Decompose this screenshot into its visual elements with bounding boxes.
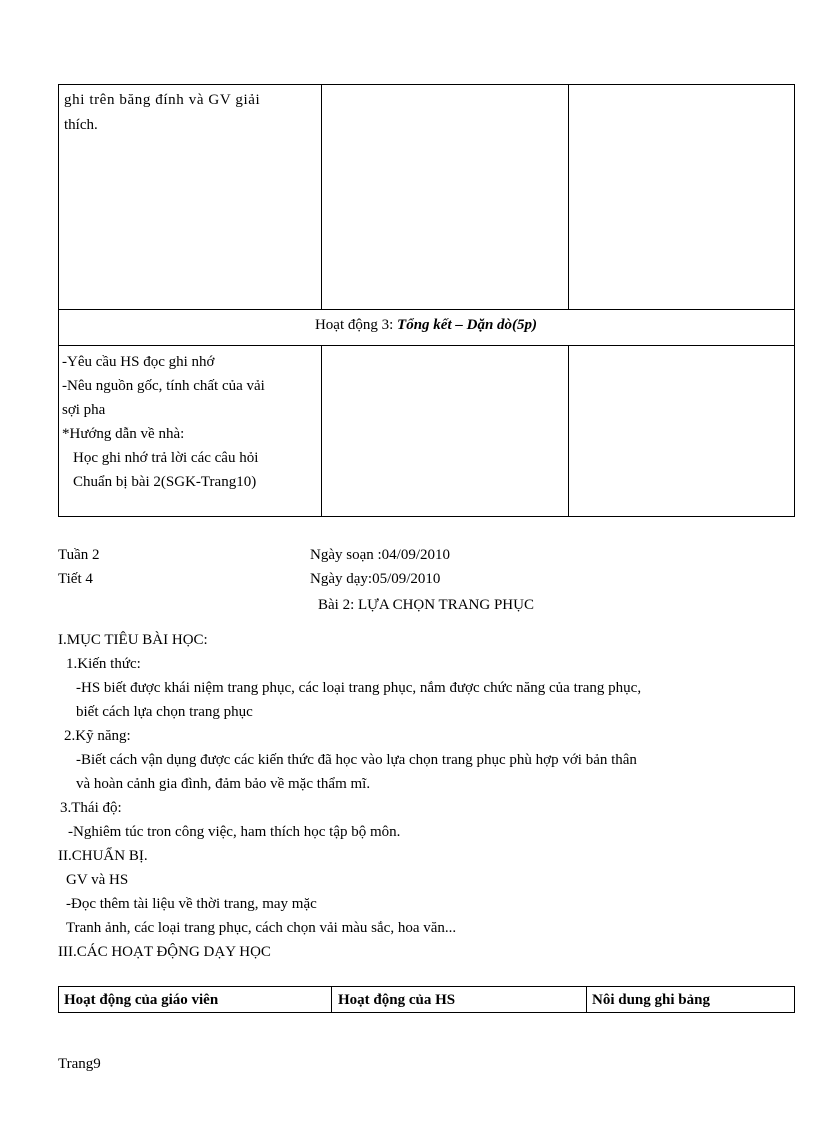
week-label: Tuần 2 bbox=[58, 547, 100, 563]
table-cell-text: Chuẩn bị bài 2(SGK-Trang10) bbox=[73, 474, 257, 490]
table-divider bbox=[58, 345, 795, 346]
body-text: biết cách lựa chọn trang phục bbox=[76, 704, 253, 720]
table-header: Hoạt động của HS bbox=[338, 992, 456, 1008]
body-text: GV và HS bbox=[66, 872, 129, 888]
section-heading: II.CHUẨN BỊ. bbox=[58, 848, 148, 864]
table-header: Nôi dung ghi bảng bbox=[592, 992, 710, 1008]
table-divider bbox=[568, 345, 569, 517]
subsection-heading: 1.Kiến thức: bbox=[66, 656, 141, 672]
subsection-heading: 3.Thái độ: bbox=[60, 800, 122, 816]
table-divider bbox=[58, 309, 795, 310]
table-divider bbox=[568, 84, 569, 310]
period-label: Tiết 4 bbox=[58, 571, 93, 587]
activity-3-label: Hoạt động 3: bbox=[314, 317, 394, 333]
subsection-heading: 2.Kỹ năng: bbox=[64, 728, 131, 744]
body-text: và hoàn cảnh gia đình, đảm bảo về mặc thẩm mĩ. bbox=[76, 776, 371, 792]
body-text: Tranh ảnh, các loại trang phục, cách chọn vải màu sắc, hoa văn... bbox=[66, 920, 457, 936]
table-divider bbox=[331, 986, 332, 1013]
table-divider bbox=[321, 84, 322, 310]
table-cell-text: ghi trên băng đính và GV giải bbox=[64, 92, 261, 108]
lesson-name: LỰA CHỌN TRANG PHỤC bbox=[358, 597, 534, 613]
body-text: -HS biết được khái niệm trang phục, các loại trang phục, nắm được chức năng của trang phục, bbox=[76, 680, 642, 696]
table-cell-text: -Nêu nguồn gốc, tính chất của vải bbox=[62, 378, 265, 394]
table-cell-text: thích. bbox=[64, 117, 98, 133]
body-text: -Biết cách vận dụng được các kiến thức đã học vào lựa chọn trang phục phù hợp với bản thân bbox=[76, 752, 637, 768]
table-divider bbox=[321, 345, 322, 517]
table-divider bbox=[586, 986, 587, 1013]
section-heading: I.MỤC TIÊU BÀI HỌC: bbox=[58, 632, 208, 648]
teach-date: Ngày dạy:05/09/2010 bbox=[310, 571, 441, 587]
lesson-title bbox=[58, 595, 794, 615]
body-text: -Đọc thêm tài liệu về thời trang, may mặc bbox=[66, 896, 317, 912]
body-text: -Nghiêm túc tron công việc, ham thích học tập bộ môn. bbox=[68, 824, 401, 840]
lesson-number: Bài 2: bbox=[318, 597, 355, 613]
table-cell-text: Học ghi nhớ trả lời các câu hỏi bbox=[73, 450, 259, 466]
table-cell-text: -Yêu cầu HS đọc ghi nhớ bbox=[62, 354, 215, 370]
table-cell-text: sợi pha bbox=[62, 402, 106, 418]
prep-date: Ngày soạn :04/09/2010 bbox=[310, 547, 450, 563]
table-cell-text: *Hướng dẫn về nhà: bbox=[62, 426, 185, 442]
activity-3-heading bbox=[58, 315, 794, 335]
table-header: Hoạt động của giáo viên bbox=[64, 992, 219, 1008]
page-number: Trang9 bbox=[58, 1056, 101, 1072]
activity-3-title: Tổng kết – Dặn dò(5p) bbox=[397, 317, 538, 333]
section-heading: III.CÁC HOẠT ĐỘNG DẠY HỌC bbox=[58, 944, 271, 960]
